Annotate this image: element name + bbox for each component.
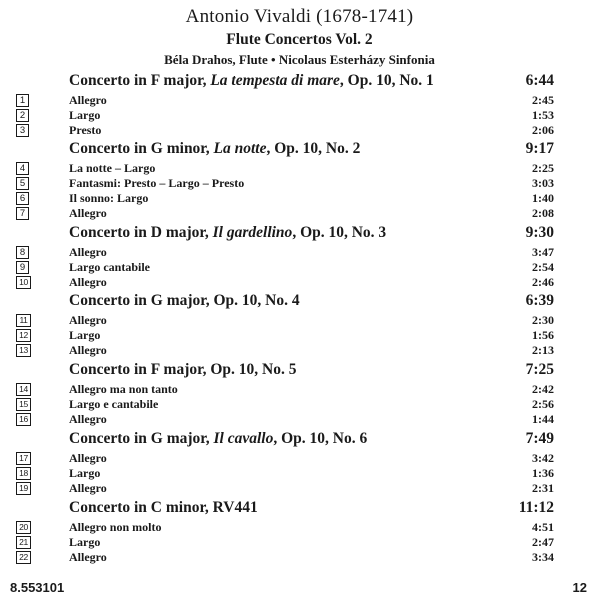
- track-title: Allegro ma non tanto: [69, 382, 178, 396]
- track-title: Allegro: [69, 245, 107, 259]
- track-number: 4: [16, 162, 29, 175]
- track-title: Presto: [69, 123, 102, 137]
- track-number: 13: [16, 344, 31, 357]
- concerto-title: Concerto in G minor, La notte, Op. 10, No. 2: [69, 140, 361, 157]
- track-title: Largo: [69, 108, 101, 122]
- track-title: Allegro: [69, 412, 107, 426]
- track-row: [16, 382, 554, 397]
- track-number: 7: [16, 207, 29, 220]
- track-row: [16, 535, 554, 550]
- track-number: 3: [16, 124, 29, 137]
- track-title: Allegro: [69, 550, 107, 564]
- track-title: Allegro: [69, 481, 107, 495]
- track-time: 1:36: [532, 466, 554, 480]
- track-title: Allegro: [69, 93, 107, 107]
- track-time: 2:47: [532, 535, 554, 549]
- track-number: 16: [16, 413, 31, 426]
- track-title: Largo e cantabile: [69, 397, 159, 411]
- track-time: 2:56: [532, 397, 554, 411]
- track-row: [16, 412, 554, 427]
- track-time: 2:54: [532, 260, 554, 274]
- track-row: [16, 466, 554, 481]
- track-time: 1:56: [532, 328, 554, 342]
- track-time: 2:46: [532, 275, 554, 289]
- concerto-block: [16, 499, 554, 565]
- page-number: 12: [572, 580, 587, 595]
- concerto-title: Concerto in C minor, RV441: [69, 499, 258, 516]
- track-row: [16, 245, 554, 260]
- composer-heading: Antonio Vivaldi (1678-1741): [185, 6, 414, 27]
- track-title: Fantasmi: Presto – Largo – Presto: [69, 176, 245, 190]
- track-row: [16, 343, 554, 358]
- concerto-duration: 7:25: [525, 361, 554, 378]
- concerto-block: [16, 292, 554, 358]
- track-number: 2: [16, 109, 29, 122]
- track-row: [16, 520, 554, 535]
- track-time: 1:53: [532, 108, 554, 122]
- track-title: Allegro: [69, 313, 107, 327]
- concerto-duration: 6:44: [525, 72, 554, 89]
- concerto-duration: 9:17: [525, 140, 554, 157]
- track-row: [16, 481, 554, 496]
- track-row: [16, 275, 554, 290]
- track-title: Largo: [69, 466, 101, 480]
- track-row: [16, 191, 554, 206]
- performers-line: Béla Drahos, Flute • Nicolaus Esterházy Sinfonia: [164, 52, 435, 67]
- concerto-heading: [16, 72, 554, 93]
- concerto-heading: [16, 292, 554, 313]
- concerto-title: Concerto in G major, Op. 10, No. 4: [69, 292, 300, 309]
- track-number: 5: [16, 177, 29, 190]
- track-number: 19: [16, 482, 31, 495]
- track-number: 8: [16, 246, 29, 259]
- track-number: 12: [16, 329, 31, 342]
- concerto-block: [16, 72, 554, 138]
- track-row: [16, 328, 554, 343]
- track-row: [16, 451, 554, 466]
- track-time: 2:42: [532, 382, 554, 396]
- concerto-heading: [16, 499, 554, 520]
- track-number: 1: [16, 94, 29, 107]
- catalog-number: 8.553101: [10, 580, 65, 595]
- concerto-block: [16, 224, 554, 290]
- track-number: 9: [16, 261, 29, 274]
- track-row: [16, 397, 554, 412]
- concerto-duration: 6:39: [525, 292, 554, 309]
- track-row: [16, 313, 554, 328]
- concerto-heading: [16, 430, 554, 451]
- concerto-heading: [16, 140, 554, 161]
- track-time: 1:40: [532, 191, 554, 205]
- track-title: Allegro non molto: [69, 520, 162, 534]
- track-row: [16, 206, 554, 221]
- track-number: 11: [16, 314, 31, 327]
- track-number: 15: [16, 398, 31, 411]
- track-number: 6: [16, 192, 29, 205]
- concerto-title: Concerto in F major, Op. 10, No. 5: [69, 361, 297, 378]
- track-row: [16, 161, 554, 176]
- album-title: Flute Concertos Vol. 2: [226, 31, 373, 48]
- concerto-heading: [16, 361, 554, 382]
- track-time: 3:42: [532, 451, 554, 465]
- track-row: [16, 260, 554, 275]
- track-title: La notte – Largo: [69, 161, 156, 175]
- track-row: [16, 93, 554, 108]
- track-title: Largo: [69, 535, 101, 549]
- concerto-duration: 7:49: [525, 430, 554, 447]
- track-time: 3:03: [532, 176, 554, 190]
- track-title: Allegro: [69, 343, 107, 357]
- track-time: 2:30: [532, 313, 554, 327]
- track-number: 22: [16, 551, 31, 564]
- track-row: [16, 550, 554, 565]
- track-number: 17: [16, 452, 31, 465]
- track-title: Il sonno: Largo: [69, 191, 149, 205]
- concerto-title: Concerto in G major, Il cavallo, Op. 10, No. 6: [69, 430, 368, 447]
- track-row: [16, 108, 554, 123]
- track-time: 3:47: [532, 245, 554, 259]
- concerto-duration: 11:12: [518, 499, 554, 516]
- concerto-block: [16, 430, 554, 496]
- track-number: 10: [16, 276, 31, 289]
- track-number: 21: [16, 536, 31, 549]
- track-title: Allegro: [69, 275, 107, 289]
- concerto-block: [16, 140, 554, 221]
- track-time: 2:08: [532, 206, 554, 220]
- track-time: 2:45: [532, 93, 554, 107]
- track-time: 2:13: [532, 343, 554, 357]
- track-time: 3:34: [532, 550, 554, 564]
- track-time: 2:31: [532, 481, 554, 495]
- track-title: Allegro: [69, 451, 107, 465]
- track-title: Largo: [69, 328, 101, 342]
- track-title: Largo cantabile: [69, 260, 150, 274]
- track-time: 1:44: [532, 412, 554, 426]
- track-number: 18: [16, 467, 31, 480]
- concerto-heading: [16, 224, 554, 245]
- concerto-title: Concerto in D major, Il gardellino, Op. 10, No. 3: [69, 224, 387, 241]
- track-row: [16, 176, 554, 191]
- track-time: 2:25: [532, 161, 554, 175]
- track-row: [16, 123, 554, 138]
- track-time: 4:51: [532, 520, 554, 534]
- track-title: Allegro: [69, 206, 107, 220]
- concerto-block: [16, 361, 554, 427]
- track-time: 2:06: [532, 123, 554, 137]
- track-number: 20: [16, 521, 31, 534]
- concerto-duration: 9:30: [525, 224, 554, 241]
- track-number: 14: [16, 383, 31, 396]
- concerto-title: Concerto in F major, La tempesta di mare, Op. 10, No. 1: [69, 72, 434, 89]
